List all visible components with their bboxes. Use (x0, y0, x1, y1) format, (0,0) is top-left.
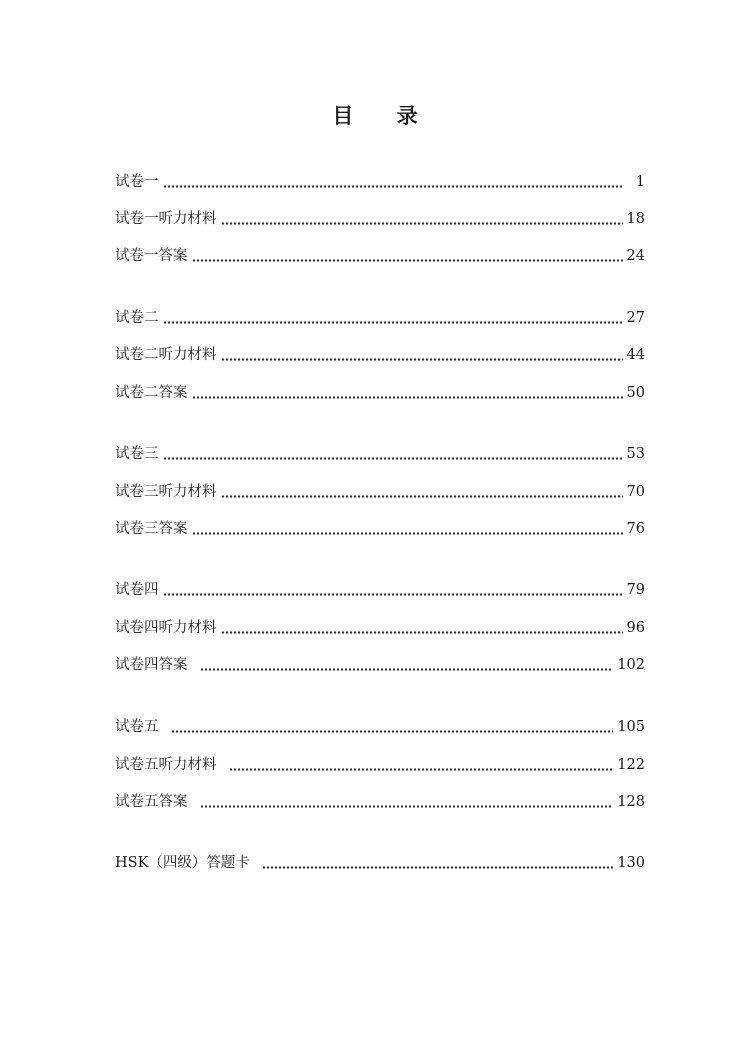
toc-entry-label: 试卷三听力材料 (115, 484, 217, 500)
toc-entry-page: 18 (626, 211, 645, 227)
toc-entry[interactable] (115, 851, 645, 875)
toc-entry-page: 50 (626, 385, 645, 401)
toc-entry-label: HSK（四级）答题卡 (115, 855, 250, 871)
toc-entry-page: 70 (626, 484, 645, 500)
toc-entry-label: 试卷四听力材料 (115, 620, 217, 636)
toc-entry[interactable] (115, 207, 645, 231)
toc-entry-label: 试卷一 (115, 174, 159, 190)
toc-entry-page: 128 (617, 794, 645, 810)
toc-entry-label: 试卷五答案 (115, 794, 188, 810)
dot-leader (163, 457, 623, 460)
toc-entry-label: 试卷三 (115, 446, 159, 462)
toc-entry[interactable] (115, 306, 645, 330)
toc-entry-page: 105 (617, 719, 645, 735)
toc-entry-label: 试卷四 (115, 582, 159, 598)
dot-leader (262, 866, 613, 869)
toc-entry-page: 76 (626, 521, 645, 537)
dot-leader (229, 768, 614, 771)
toc-entry-page: 96 (626, 620, 645, 636)
toc-entry[interactable] (115, 753, 645, 777)
dot-leader (163, 593, 623, 596)
dot-leader (163, 185, 624, 188)
dot-leader (171, 730, 614, 733)
dot-leader (221, 222, 623, 225)
toc-entry-page: 130 (617, 855, 645, 871)
dot-leader (200, 668, 614, 671)
toc-entry-label: 试卷一答案 (115, 248, 188, 264)
dot-leader (221, 495, 623, 498)
toc-entry-page: 79 (626, 582, 645, 598)
toc-entry-label: 试卷二答案 (115, 385, 188, 401)
toc-entry[interactable] (115, 578, 645, 602)
toc-entry-page: 44 (626, 347, 645, 363)
toc-entry-label: 试卷五听力材料 (115, 757, 217, 773)
toc-entry-page: 24 (626, 248, 645, 264)
toc-entry-page: 27 (626, 310, 645, 326)
toc-entry-page: 53 (626, 446, 645, 462)
toc-entry-label: 试卷一听力材料 (115, 211, 217, 227)
toc-entry-label: 试卷二 (115, 310, 159, 326)
toc-entry[interactable] (115, 517, 645, 541)
dot-leader (163, 321, 623, 324)
page-title: 目 录 (332, 104, 436, 128)
toc-entry-page: 1 (635, 174, 645, 190)
dot-leader (200, 805, 614, 808)
dot-leader (221, 631, 623, 634)
toc-entry[interactable] (115, 480, 645, 504)
toc-entry[interactable] (115, 170, 645, 194)
toc-entry[interactable] (115, 381, 645, 405)
toc-entry-page: 122 (617, 757, 645, 773)
toc-entry-label: 试卷四答案 (115, 657, 188, 673)
dot-leader (192, 532, 623, 535)
toc-entry[interactable] (115, 616, 645, 640)
dot-leader (221, 358, 623, 361)
dot-leader (192, 396, 623, 399)
toc-entry[interactable] (115, 790, 645, 814)
toc-entry[interactable] (115, 442, 645, 466)
toc-entry-label: 试卷三答案 (115, 521, 188, 537)
toc-entry-label: 试卷二听力材料 (115, 347, 217, 363)
toc-entry[interactable] (115, 343, 645, 367)
toc-entry[interactable] (115, 715, 645, 739)
toc-entry[interactable] (115, 244, 645, 268)
toc-entry-page: 102 (617, 657, 645, 673)
toc-entry[interactable] (115, 653, 645, 677)
dot-leader (192, 259, 623, 262)
toc-entry-label: 试卷五 (115, 719, 159, 735)
